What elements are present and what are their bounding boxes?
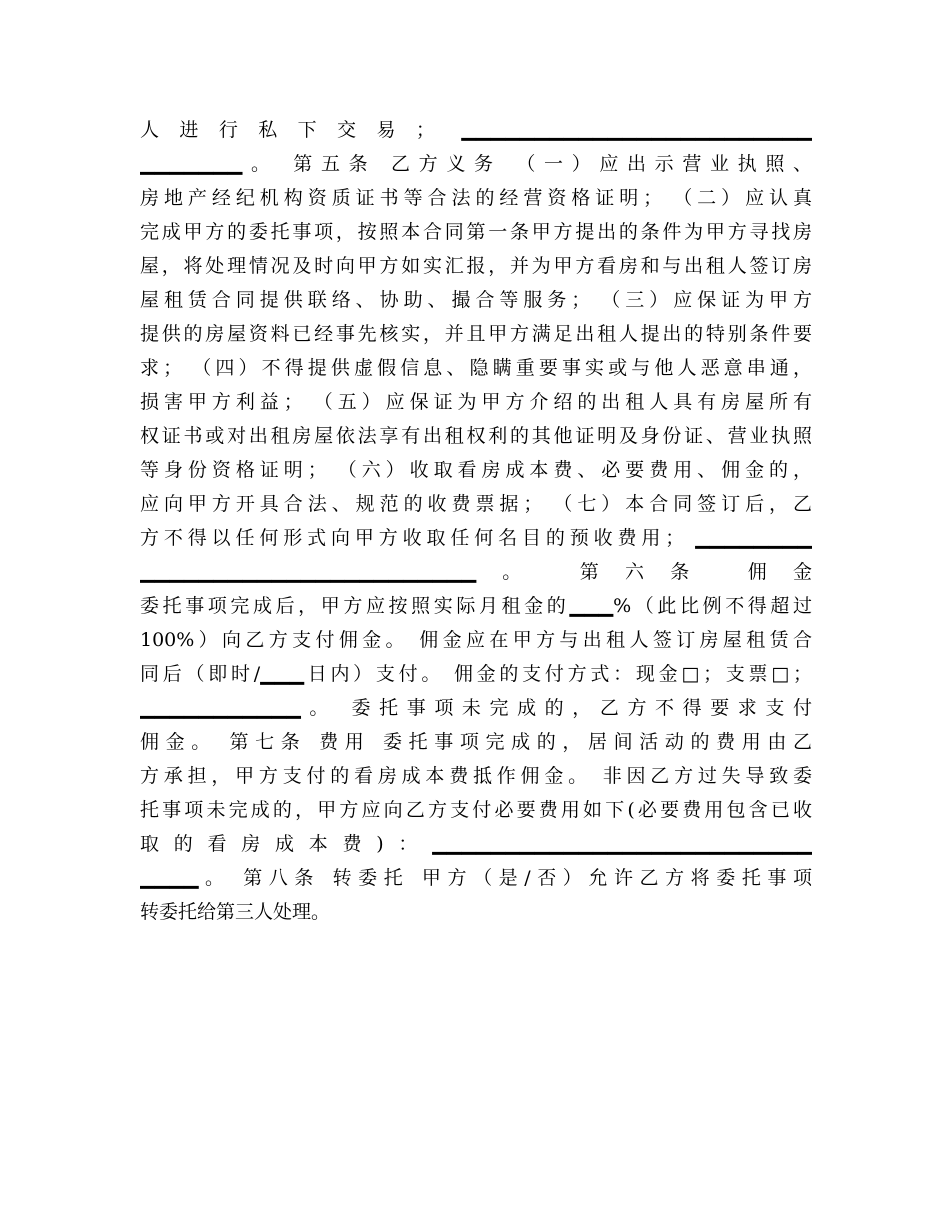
- text-line: ▁▁▁▁。 第八条 转委托 甲方（是/否）允许乙方将委托事项: [140, 867, 812, 889]
- text-line: 方不得以任何形式向甲方收取任何名目的预收费用； ▁▁▁▁▁▁▁▁: [140, 527, 812, 549]
- text-line: 委托事项完成后，甲方应按照实际月租金的▁▁▁%（此比例不得超过: [140, 595, 812, 617]
- text-line: 应向甲方开具合法、规范的收费票据； （七）本合同签订后，乙: [140, 493, 812, 515]
- text-line: 屋，将处理情况及时向甲方如实汇报，并为甲方看房和与出租人签订房: [140, 255, 812, 277]
- text-line: 人进行私下交易； ▁▁▁▁▁▁▁▁▁▁▁▁▁▁▁▁▁▁▁▁▁▁▁▁: [140, 119, 812, 141]
- text-line: ▁▁▁▁▁▁▁▁▁▁▁▁▁▁▁▁▁▁▁▁▁▁▁。 第六条 佣金: [140, 561, 812, 583]
- text-line: 房地产经纪机构资质证书等合法的经营资格证明； （二）应认真: [140, 187, 812, 209]
- text-line: 提供的房屋资料已经事先核实，并且甲方满足出租人提出的特别条件要: [140, 323, 812, 345]
- text-line: 同后（即时/▁▁▁日内）支付。 佣金的支付方式：现金□；支票□；: [140, 663, 812, 685]
- text-line: ▁▁▁▁▁▁▁▁▁▁▁。 委托事项未完成的，乙方不得要求支付: [140, 697, 812, 719]
- text-line: 完成甲方的委托事项，按照本合同第一条甲方提出的条件为甲方寻找房: [140, 221, 812, 243]
- text-line: 权证书或对出租房屋依法享有出租权利的其他证明及身份证、营业执照: [140, 425, 812, 447]
- text-line: 取的看房成本费)：▁▁▁▁▁▁▁▁▁▁▁▁▁▁▁▁▁▁▁▁▁▁▁▁▁▁: [140, 833, 812, 855]
- text-line: 100%）向乙方支付佣金。 佣金应在甲方与出租人签订房屋租赁合: [140, 629, 812, 651]
- text-line: 托事项未完成的，甲方应向乙方支付必要费用如下(必要费用包含已收: [140, 799, 812, 821]
- text-line: 方承担，甲方支付的看房成本费抵作佣金。 非因乙方过失导致委: [140, 765, 812, 787]
- contract-page: [140, 113, 812, 929]
- text-line: 等身份资格证明； （六）收取看房成本费、必要费用、佣金的，: [140, 459, 812, 481]
- text-line: 屋租赁合同提供联络、协助、撮合等服务； （三）应保证为甲方: [140, 289, 812, 311]
- text-line: ▁▁▁▁▁▁▁。 第五条 乙方义务 （一）应出示营业执照、: [140, 153, 812, 175]
- text-line: 求； （四）不得提供虚假信息、隐瞒重要事实或与他人恶意串通，: [140, 357, 812, 379]
- text-line-last: 转委托给第三人处理。: [140, 901, 331, 923]
- text-line: 损害甲方利益； （五）应保证为甲方介绍的出租人具有房屋所有: [140, 391, 812, 413]
- text-line: 佣金。 第七条 费用 委托事项完成的，居间活动的费用由乙: [140, 731, 812, 753]
